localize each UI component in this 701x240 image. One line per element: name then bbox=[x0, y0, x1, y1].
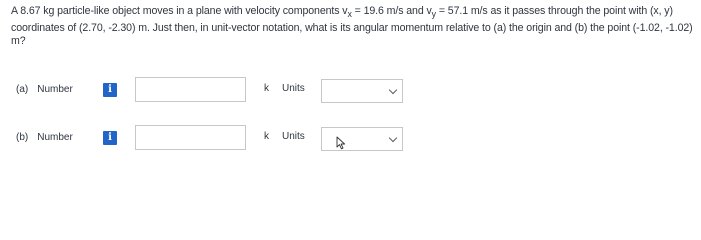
chevron-down-icon bbox=[389, 86, 397, 94]
units-label-b: Units bbox=[282, 131, 305, 142]
unit-vector-k-a: k bbox=[264, 83, 269, 94]
part-b-id: (b) bbox=[16, 132, 29, 143]
vy-subscript: y bbox=[431, 9, 436, 20]
units-select-b[interactable] bbox=[321, 127, 403, 151]
part-a-label bbox=[16, 84, 73, 95]
part-a-number-label: Number bbox=[37, 84, 73, 95]
question-text-part-2: = 19.6 m/s and v bbox=[351, 5, 432, 17]
answer-row-b bbox=[0, 124, 701, 152]
vx-subscript: x bbox=[347, 9, 352, 20]
unit-vector-k-b: k bbox=[264, 131, 269, 142]
answer-b-input[interactable] bbox=[135, 125, 246, 150]
question-text-part-3: = 57.1 m/s as it passes through the point with (x, y) coordinates of (2.70, -2.30) m. Just then, in unit-vector notation, what is its angular momentum relative to (a) the origin and (b) the point (-1.02, -1.02) m? bbox=[11, 5, 693, 48]
units-label-a: Units bbox=[282, 83, 305, 94]
part-b-label bbox=[16, 132, 73, 143]
question-text-part-1: A 8.67 kg particle-like object moves in a plane with velocity components v bbox=[11, 5, 348, 17]
part-b-number-label: Number bbox=[37, 132, 73, 143]
answer-a-input[interactable] bbox=[135, 77, 246, 102]
question-text bbox=[11, 5, 695, 49]
part-a-id: (a) bbox=[16, 84, 29, 95]
info-icon[interactable]: i bbox=[103, 131, 117, 145]
info-icon[interactable]: i bbox=[103, 83, 117, 97]
answer-row-a bbox=[0, 76, 701, 104]
chevron-down-icon bbox=[389, 134, 397, 142]
cursor-icon bbox=[336, 136, 346, 150]
units-select-a[interactable] bbox=[321, 79, 403, 103]
